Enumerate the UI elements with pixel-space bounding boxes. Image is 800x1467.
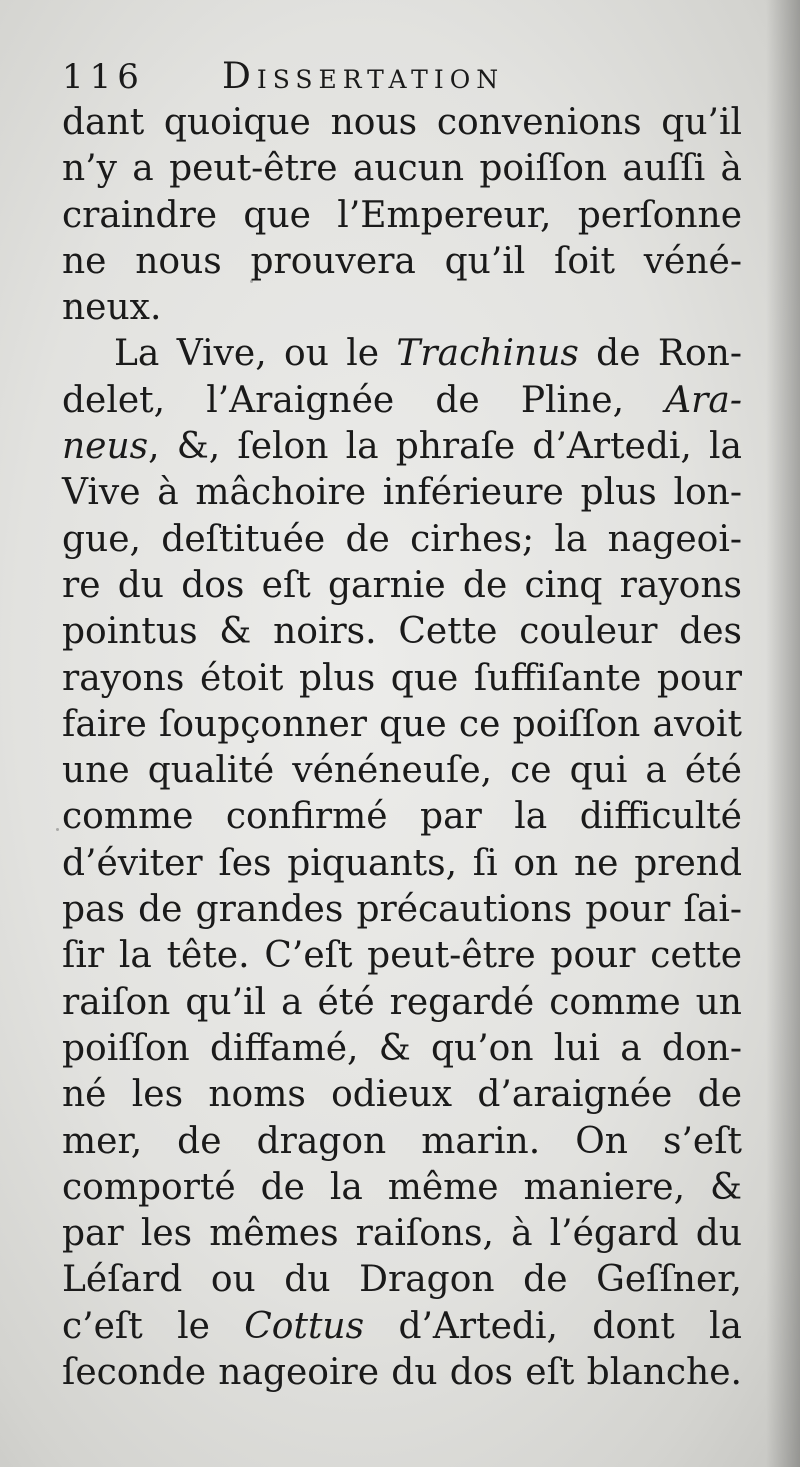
text-segment: mer, de dragon marin. On s’eſt <box>62 1120 742 1162</box>
text-line <box>62 980 742 1026</box>
text-segment: par les mêmes raiſons, à l’égard du <box>62 1213 742 1255</box>
italic-text: Cottus <box>244 1305 365 1347</box>
text-segment: faire ſoupçonner que ce poiſſon avoit <box>62 703 742 745</box>
print-speck <box>250 280 253 283</box>
running-head <box>62 52 742 102</box>
text-segment: une qualité vénéneuſe, ce qui a été <box>62 750 742 792</box>
text-segment: re du dos eſt garnie de cinq rayons <box>62 564 742 606</box>
text-segment: pointus & noirs. Cette couleur des <box>62 611 742 653</box>
text-segment: d’Artedi, dont la <box>364 1305 742 1347</box>
text-line <box>62 1211 742 1257</box>
text-line <box>62 563 742 609</box>
text-segment: ne nous prouvera qu’il ſoit véné- <box>62 240 742 282</box>
text-segment: Vive à mâchoire inférieure plus lon- <box>62 472 742 514</box>
text-segment: comme confirmé par la difficulté <box>62 796 742 838</box>
text-segment: craindre que l’Empereur, perſonne <box>62 194 742 236</box>
text-line <box>62 794 742 840</box>
italic-text: neus <box>62 426 149 468</box>
text-line <box>62 609 742 655</box>
text-segment: ſeconde nageoire du dos eſt blanche. <box>62 1352 742 1394</box>
text-line <box>62 1026 742 1072</box>
text-line <box>62 1165 742 1211</box>
text-line <box>62 470 742 516</box>
running-title: Dissertation <box>222 56 505 97</box>
page-number: 116 <box>62 57 145 97</box>
text-line <box>62 656 742 702</box>
text-line <box>62 193 742 239</box>
print-speck <box>56 828 59 831</box>
text-line <box>62 517 742 563</box>
text-line <box>62 1119 742 1165</box>
text-line <box>62 1350 742 1396</box>
text-segment: comporté de la même maniere, & <box>62 1166 742 1208</box>
text-line <box>62 933 742 979</box>
text-segment: dant quoique nous convenions qu’il <box>62 102 742 143</box>
text-line <box>62 239 742 285</box>
text-line <box>62 1304 742 1350</box>
text-segment: , &, ſelon la phraſe d’Artedi, la <box>148 426 742 468</box>
text-line <box>62 1072 742 1118</box>
text-segment: rayons étoit plus que ſuffiſante pour <box>62 657 742 699</box>
text-segment: raiſon qu’il a été regardé comme un <box>62 981 742 1023</box>
text-line <box>62 702 742 748</box>
text-line <box>62 841 742 887</box>
text-segment: ſir la tête. C’eſt peut-être pour cette <box>62 935 742 977</box>
text-segment: de Ron- <box>578 333 742 375</box>
text-line <box>62 100 742 146</box>
text-segment: n’y a peut-être aucun poiſſon auſſi à <box>62 148 742 190</box>
text-segment: gue, deſtituée de cirhes; la nageoi- <box>62 518 742 560</box>
text-segment: pas de grandes précautions pour ſai- <box>62 889 742 931</box>
italic-text: Ara- <box>665 379 742 421</box>
italic-text: Trachinus <box>396 333 579 375</box>
text-line <box>62 146 742 192</box>
text-segment: delet, l’Araignée de Pline, <box>62 379 666 421</box>
text-line <box>62 1257 742 1303</box>
text-segment: Léſard ou du Dragon de Geſſner, <box>62 1259 742 1301</box>
text-line <box>62 285 742 331</box>
text-segment: La Vive, ou le <box>114 333 397 375</box>
text-segment: neux. <box>62 287 162 329</box>
text-line <box>62 424 742 470</box>
print-speck <box>70 300 74 304</box>
text-segment: d’éviter ſes piquants, ſi on ne prend <box>62 842 742 884</box>
text-line <box>62 331 742 377</box>
text-segment: c’eſt le <box>62 1305 245 1347</box>
text-line <box>62 887 742 933</box>
text-segment: né les noms odieux d’araignée de <box>62 1074 742 1116</box>
text-segment: poiſſon diffamé, & qu’on lui a don- <box>62 1027 742 1069</box>
text-line <box>62 748 742 794</box>
text-line <box>62 378 742 424</box>
body-text <box>62 100 742 1396</box>
